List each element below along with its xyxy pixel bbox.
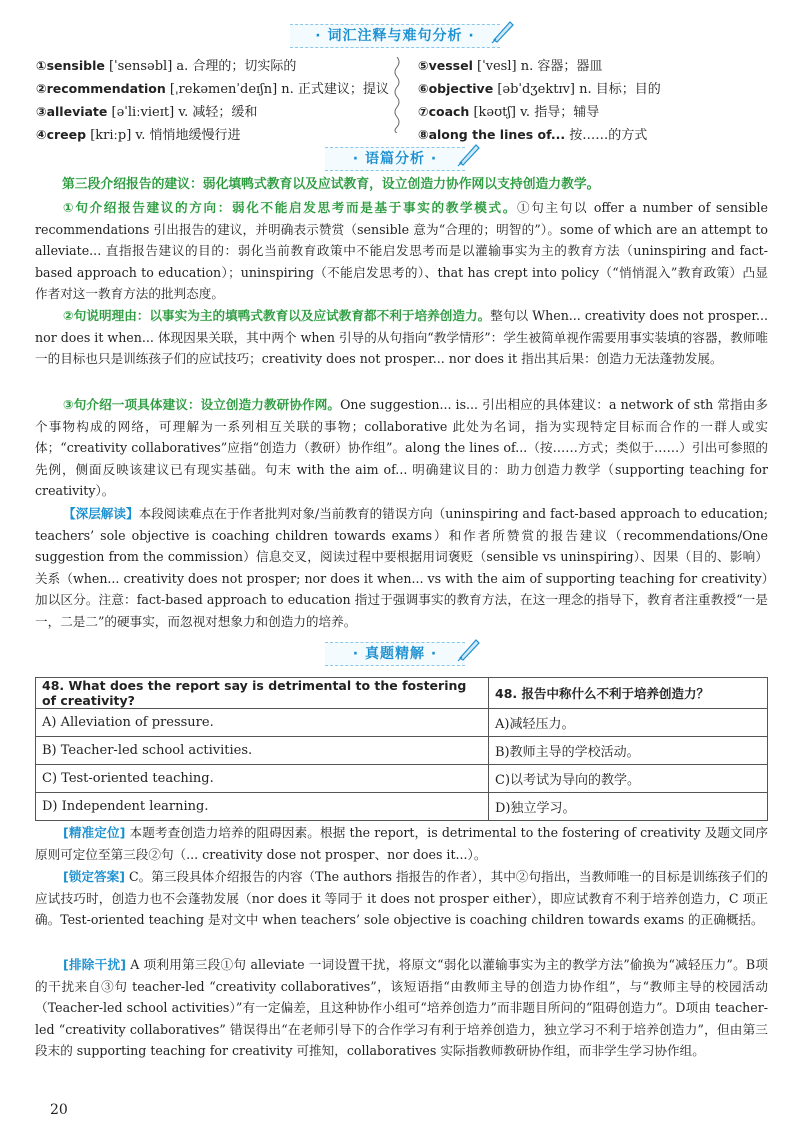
- question-header-zh: 48. 报告中称什么不利于培养创造力？: [489, 678, 768, 709]
- option-en: B) Teacher-led school activities.: [36, 737, 489, 765]
- locate-paragraph: [精准定位] 本题考查创造力培养的阻碍因素。根据 the report，is detrimental to the fostering of creativity 及题文同序原则可定位至第三段②句（... creativity dose not prosper、nor does it...）。: [35, 825, 769, 862]
- option-zh: B)教师主导的学校活动。: [489, 737, 768, 765]
- section-title-text: · 语篇分析 ·: [325, 147, 465, 171]
- option-zh: A)减轻压力。: [489, 709, 768, 737]
- option-en: D) Independent learning.: [36, 793, 489, 821]
- vocab-item: ③alleviate [əˈliːvieɪt] v. 减轻；缓和: [36, 104, 258, 120]
- pen-icon: [456, 636, 482, 662]
- option-zh: D)独立学习。: [489, 793, 768, 821]
- analysis-paragraph-2: ②句说明理由：以事实为主的填鸭式教育以及应试教育都不利于培养创造力。整句以 When... creativity does not prosper... nor does it when... 体现因果关联，其中两个 when 引导的从句指向“教学情形”：学生被简单视作需要用事实装填的容器，教师唯一的目标也只是训练孩子们的应试技巧；creativity does not prosper... nor does it 指出其后果：创造力无法蓬勃发展。: [35, 308, 768, 366]
- table-row: [36, 737, 768, 765]
- vocab-item: ⑥objective [əbˈdʒektɪv] n. 目标；目的: [418, 81, 661, 97]
- vocab-left-list: [36, 55, 389, 147]
- analysis-paragraph-3: ③句介绍一项具体建议：设立创造力教研协作网。One suggestion... is... 引出相应的具体建议：a network of sth 常指由多个事物构成的网络，可理解为一系列相互关联的事物；collaborative 此处为名词，指为实现特定目标而合作的一群人或实体；“creativity collaboratives”应指“创造力（教研）协作组”。along the lines of...（按……方式；类似于……）引出可参照的先例，侧面反映该建议已有现实基础。句末 with the aim of... 明确建议目的：助力创造力教学（supporting teaching for creativity）。: [35, 397, 768, 498]
- section-title-exam: · 真题精解 ·: [325, 642, 465, 666]
- vocab-right-list: [418, 55, 661, 147]
- vocab-item: ⑦coach [kəʊtʃ] v. 指导；辅导: [418, 104, 600, 120]
- table-row: [36, 678, 768, 709]
- option-en: C) Test-oriented teaching.: [36, 765, 489, 793]
- section-title-vocab: · 词汇注释与难句分析 ·: [290, 24, 500, 48]
- vocab-item: ⑧along the lines of... 按……的方式: [418, 127, 648, 143]
- analysis-paragraph-1: ①句介绍报告建议的方向：弱化不能启发思考而是基于事实的教学模式。①句主句以 offer a number of sensible recommendations 引出报告的建议，并明确表示赞赏（sensible 意为“合理的；明智的”）。some of which are an attempt to alleviate... 直指报告建议的目的：弱化当前教育政策中不能启发思考而是以灌输事实为主的教育方法（uninspiring and fact-based approach to education）；uninspiring（不能启发思考的）、that has crept into policy（“悄悄混入”教育政策）凸显作者对这一教育方法的批判态度。: [35, 200, 768, 301]
- question-table: [35, 677, 768, 821]
- option-en: A) Alleviation of pressure.: [36, 709, 489, 737]
- pen-icon: [456, 141, 482, 167]
- exclude-paragraph: [排除干扰] A 项利用第三段①句 alleviate 一词设置干扰，将原文“弱化以灌输事实为主的教学方法”偷换为“减轻压力”。B项的干扰来自③句 teacher-led “creativity collaboratives”，该短语指“由教师主导的创造力协作组”，与“教师主导的校园活动（Teacher-led school activities）”有一定偏差，且这种协作小组可“培养创造力”而非题目所问的“阻碍创造力”。D项由 teacher-led “creativity collaboratives” 错误得出“在老师引导下的合作学习有利于培养创造力，独立学习不利于培养创造力”，但由第三段末的 supporting teaching for creativity 可推知，collaboratives 实际指教师教研协作组，而非学生学习协作组。: [35, 957, 769, 1058]
- divider-chain: [392, 57, 402, 133]
- section-header-exam: [0, 640, 800, 666]
- deep-reading-paragraph: 【深层解读】本段阅读难点在于作者批判对象/当前教育的错误方向（uninspiring and fact-based approach to education; teachers’ sole objective is coaching children towards exams）和作者所赞赏的报告建议（recommendations/One suggestion from the commission）信息交叉，阅读过程中要根据用词褒贬（sensible vs uninspiring）、因果（目的、影响）关系（when... creativity does not prosper; nor does it when... vs with the aim of supporting teaching for creativity）加以区分。注意：fact-based approach to education 指过于强调事实的教育方法，在这一理念的指导下，教育者注重教授“一是一，二是二”的硬事实，而忽视对想象力和创造力的培养。: [35, 506, 769, 629]
- vocab-item: ⑤vessel [ˈvesl] n. 容器；器皿: [418, 58, 603, 74]
- table-row: [36, 793, 768, 821]
- table-row: [36, 765, 768, 793]
- section-header-vocab: [0, 22, 800, 48]
- answer-paragraph: [锁定答案] C。第三段具体介绍报告的内容（The authors 指报告的作者），其中②句指出，当教师唯一的目标是训练孩子们的应试技巧时，创造力也不会蓬勃发展（nor does it 等同于 it does not prosper either），即应试教育不利于培养创造力，C 项正确。Test-oriented teaching 是对文中 when teachers’ sole objective is coaching children towards exams 的正确概括。: [35, 869, 768, 927]
- question-header-en: 48. What does the report say is detrimental to the fostering of creativity?: [36, 678, 489, 709]
- option-zh: C)以考试为导向的教学。: [489, 765, 768, 793]
- vocab-item: ①sensible [ˈsensəbl] a. 合理的；切实际的: [36, 58, 297, 74]
- page-number: 20: [50, 1102, 68, 1118]
- section-header-text: [0, 145, 800, 171]
- vocab-item: ②recommendation [ˌrekəmenˈdeɪʃn] n. 正式建议；提议: [36, 81, 389, 97]
- analysis-heading: 第三段介绍报告的建议：弱化填鸭式教育以及应试教育，设立创造力协作网以支持创造力教学。: [62, 177, 600, 192]
- table-row: [36, 709, 768, 737]
- vocab-item: ④creep [kriːp] v. 悄悄地缓慢行进: [36, 127, 241, 143]
- pen-icon: [490, 18, 516, 44]
